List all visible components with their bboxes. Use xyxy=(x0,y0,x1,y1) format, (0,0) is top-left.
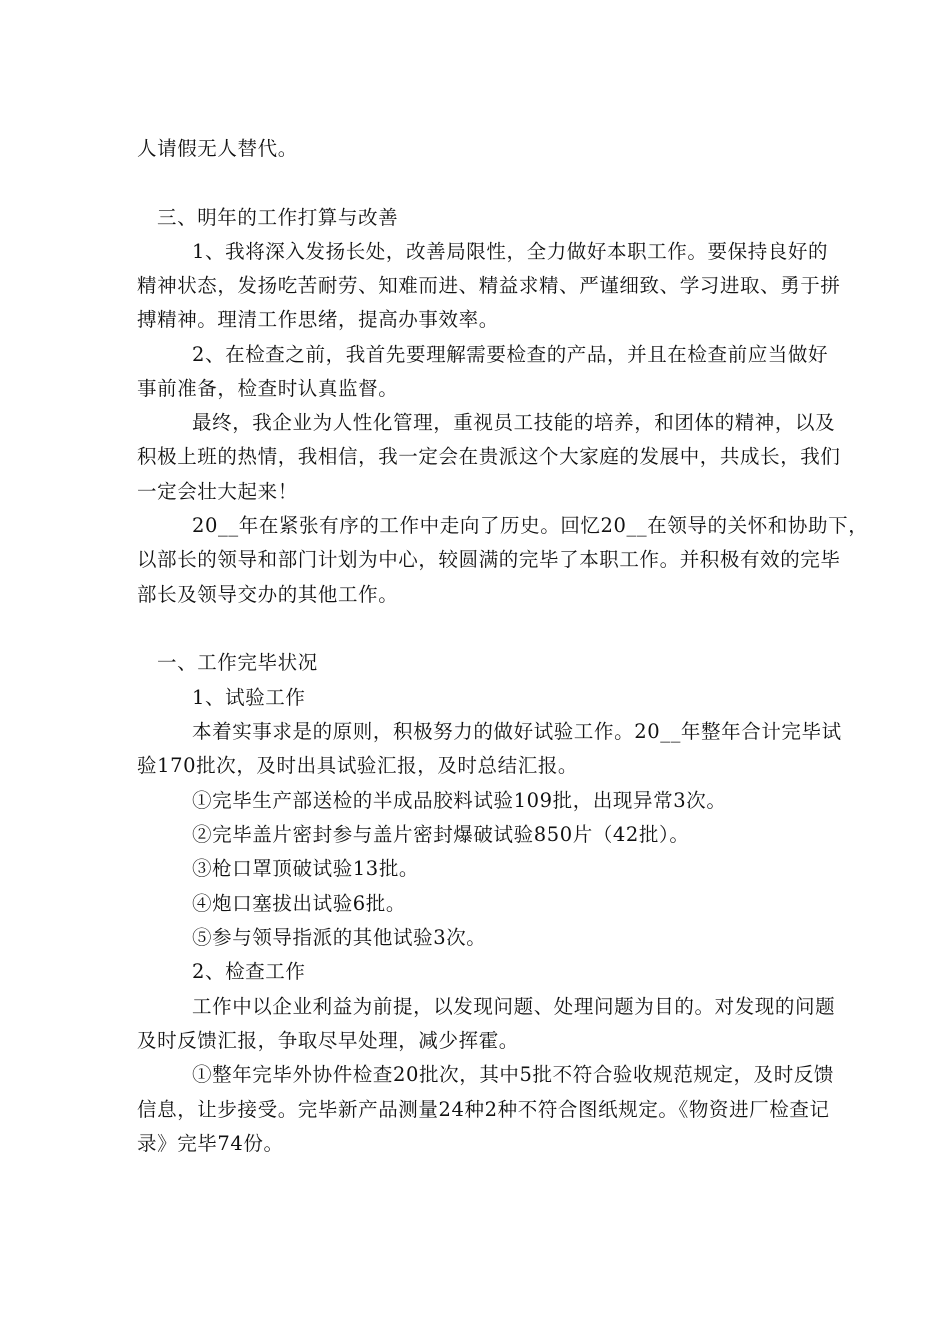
text-line: 20__年在紧张有序的工作中走向了历史。回忆20__在领导的关怀和协助下， xyxy=(192,514,869,537)
text-line: 精神状态，发扬吃苦耐劳、知难而进、精益求精、严谨细致、学习进取、勇于拼 xyxy=(137,274,841,297)
text-line: 以部长的领导和部门计划为中心，较圆满的完毕了本职工作。并积极有效的完毕 xyxy=(137,548,841,571)
text-line: 验170批次，及时出具试验汇报，及时总结汇报。 xyxy=(137,754,579,777)
text-line: 事前准备，检查时认真监督。 xyxy=(137,377,399,400)
subsection-heading: 2、检查工作 xyxy=(192,960,306,983)
text-line: 2、在检查之前，我首先要理解需要检查的产品，并且在检查前应当做好 xyxy=(192,343,829,366)
text-line: 一定会壮大起来！ xyxy=(137,480,298,503)
section-heading: 三、明年的工作打算与改善 xyxy=(157,206,399,229)
text-line: 本着实事求是的原则，积极努力的做好试验工作。20__年整年合计完毕试 xyxy=(192,720,842,743)
section-heading: 一、工作完毕状况 xyxy=(157,651,318,674)
text-line: 信息，让步接受。完毕新产品测量24种2种不符合图纸规定。《物资进厂检查记 xyxy=(137,1098,830,1121)
text-line: 录》完毕74份。 xyxy=(137,1132,284,1155)
list-item: ⑤参与领导指派的其他试验3次。 xyxy=(192,926,487,949)
text-line: 积极上班的热情，我相信，我一定会在贵派这个大家庭的发展中，共成长，我们 xyxy=(137,445,841,468)
text-line: 及时反馈汇报，争取尽早处理，减少挥霍。 xyxy=(137,1029,519,1052)
subsection-heading: 1、试验工作 xyxy=(192,686,306,709)
text-line: 1、我将深入发扬长处，改善局限性，全力做好本职工作。要保持良好的 xyxy=(192,240,829,263)
text-line: 搏精神。理清工作思绪，提高办事效率。 xyxy=(137,308,499,331)
list-item: ③枪口罩顶破试验13批。 xyxy=(192,857,420,880)
list-item: ①整年完毕外协件检查20批次，其中5批不符合验收规范规定，及时反馈 xyxy=(192,1063,835,1086)
text-line: 最终，我企业为人性化管理，重视员工技能的培养，和团体的精神，以及 xyxy=(192,411,836,434)
list-item: ②完毕盖片密封参与盖片密封爆破试验850片（42批）。 xyxy=(192,823,690,846)
list-item: ①完毕生产部送检的半成品胶料试验109批，出现异常3次。 xyxy=(192,789,727,812)
list-item: ④炮口塞拔出试验6批。 xyxy=(192,892,407,915)
text-line: 部长及领导交办的其他工作。 xyxy=(137,583,399,606)
text-line: 人请假无人替代。 xyxy=(137,137,298,160)
text-line: 工作中以企业利益为前提，以发现问题、处理问题为目的。对发现的问题 xyxy=(192,995,836,1018)
